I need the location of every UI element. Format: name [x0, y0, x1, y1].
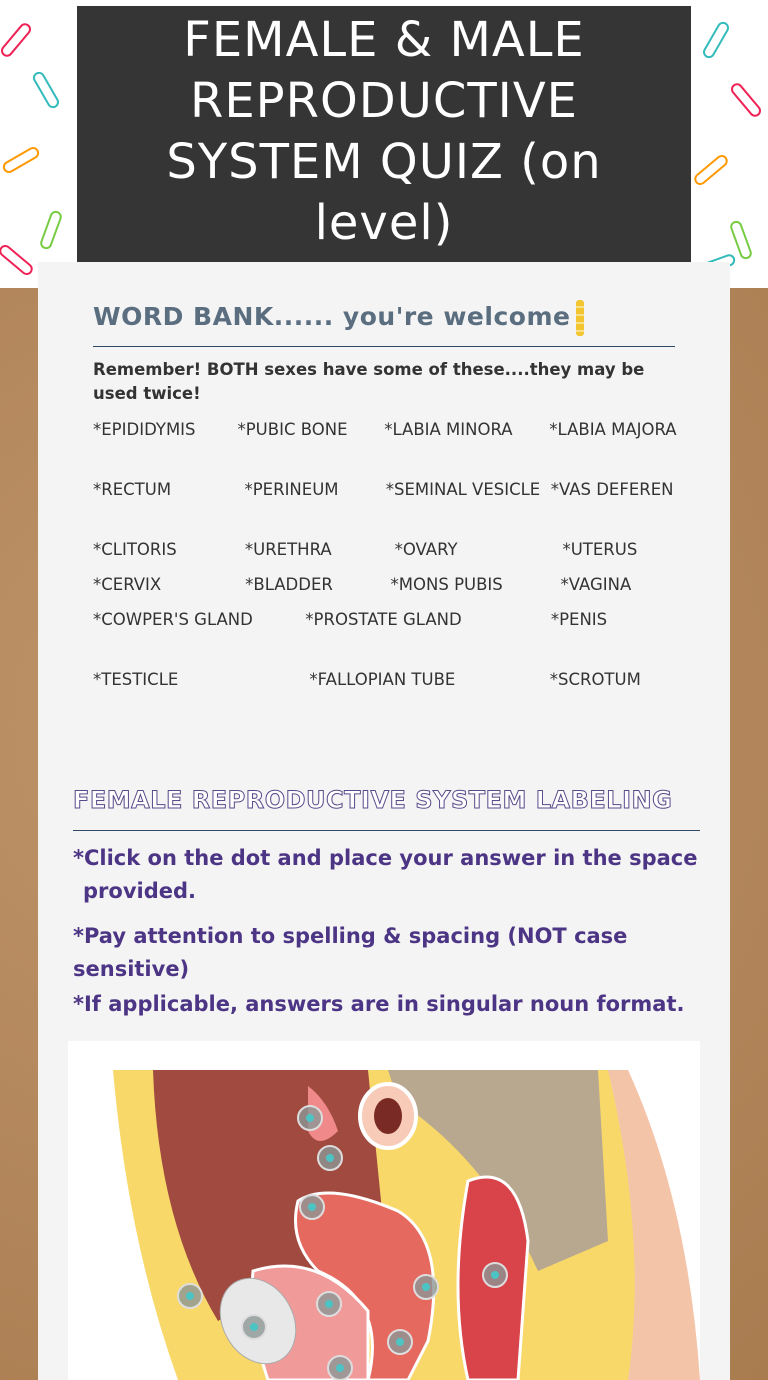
label-hotspot-dot[interactable]	[413, 1274, 439, 1300]
anatomy-illustration	[68, 1041, 700, 1380]
word-bank-title: WORD BANK...... you're welcome	[93, 302, 571, 331]
word-bank-heading	[93, 300, 584, 336]
label-hotspot-dot[interactable]	[317, 1145, 343, 1171]
label-hotspot-dot[interactable]	[177, 1283, 203, 1309]
label-hotspot-dot[interactable]	[299, 1194, 325, 1220]
label-hotspot-dot[interactable]	[297, 1105, 323, 1131]
female-anatomy-diagram	[68, 1041, 700, 1380]
label-hotspot-dot[interactable]	[241, 1314, 267, 1340]
instruction-singular: *If applicable, answers are in singular noun format.	[73, 992, 685, 1016]
label-hotspot-dot[interactable]	[316, 1291, 342, 1317]
label-hotspot-dot[interactable]	[327, 1355, 353, 1380]
word-bank-row: *EPIDIDYMIS *PUBIC BONE *LABIA MINORA *LABIA MAJORA	[93, 420, 677, 439]
word-bank-row: *COWPER'S GLAND *PROSTATE GLAND *PENIS	[93, 610, 608, 629]
emoji-icon	[576, 300, 584, 336]
label-hotspot-dot[interactable]	[387, 1329, 413, 1355]
page-title: FEMALE & MALE REPRODUCTIVE SYSTEM QUIZ (on level)	[166, 12, 602, 251]
page-header	[77, 6, 691, 262]
label-hotspot-dot[interactable]	[482, 1262, 508, 1288]
divider	[73, 830, 700, 831]
divider	[93, 346, 675, 347]
female-section-title: FEMALE REPRODUCTIVE SYSTEM LABELING	[73, 786, 673, 814]
word-bank-row: *TESTICLE *FALLOPIAN TUBE *SCROTUM	[93, 670, 641, 689]
word-bank-note: Remember! BOTH sexes have some of these....they may be used twice!	[93, 360, 645, 403]
word-bank-row: *CLITORIS *URETHRA *OVARY *UTERUS	[93, 540, 638, 559]
instruction-spelling: *Pay attention to spelling & spacing (NOT case sensitive)	[73, 924, 628, 981]
instruction-click: *Click on the dot and place your answer in the space provided.	[73, 846, 698, 903]
word-bank-row: *CERVIX *BLADDER *MONS PUBIS *VAGINA	[93, 575, 632, 594]
word-bank-row: *RECTUM *PERINEUM *SEMINAL VESICLE *VAS DEFEREN	[93, 480, 674, 499]
